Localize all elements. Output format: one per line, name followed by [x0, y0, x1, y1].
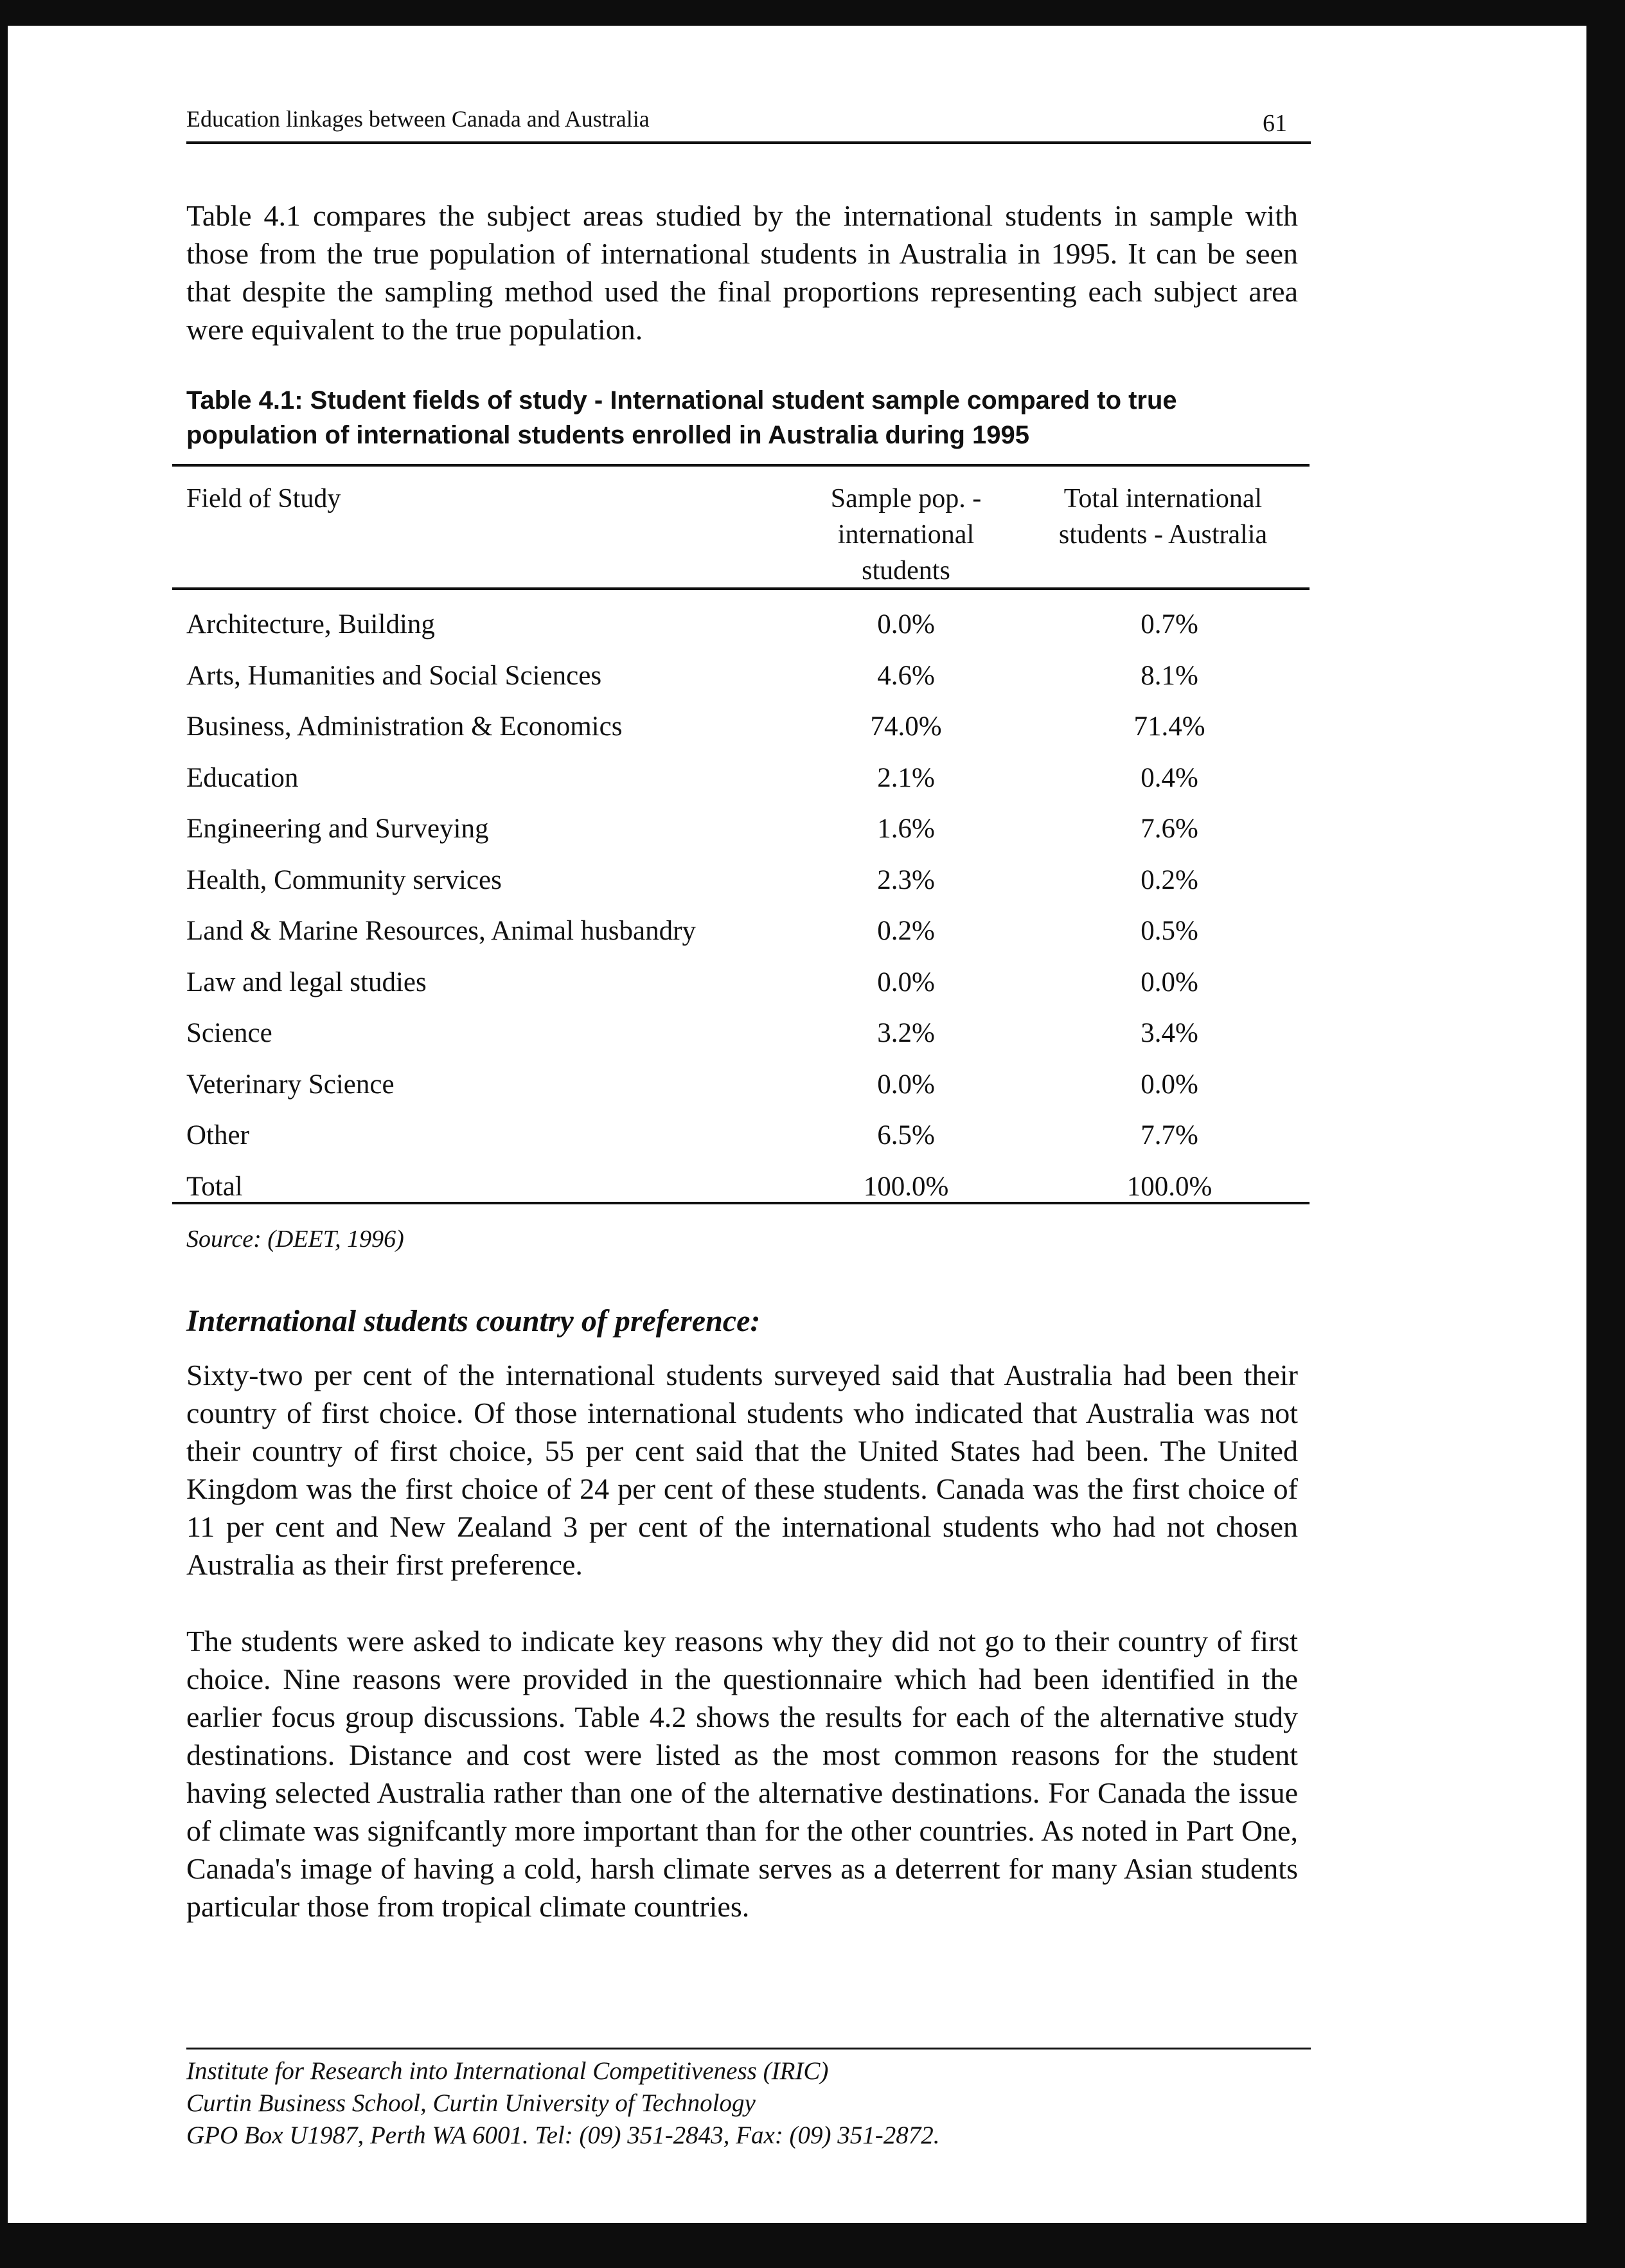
cell-sample: 6.5%	[877, 1120, 935, 1150]
cell-total: 7.7%	[1141, 1120, 1198, 1150]
section-paragraph-2: The students were asked to indicate key reasons why they did not go to their country of first choice. Nine reasons were provided in the questionnaire which had been identified in the earlier focus group discussions. Table 4.2 shows the results for each of the alternative study destinations. Distance and cost were listed as the most common reasons for the student having selected Australia rather than one of the alternative destinations. For Canada the issue of climate was signifcantly more important than for the other countries. As noted in Part One, Canada's image of having a cold, harsh climate serves as a deterrent for many Asian students particular those from tropical climate countries.	[186, 1625, 1298, 1923]
table-row	[186, 709, 1311, 760]
table-caption: Table 4.1: Student fields of study - International student sample compared to true population of international students enrolled in Australia during 1995	[186, 386, 1177, 449]
column-header-sample-line1: Sample pop. -	[830, 484, 982, 513]
cell-total: 0.4%	[1141, 762, 1198, 793]
cell-sample: 2.1%	[877, 762, 935, 793]
scan-edge-top	[0, 0, 1625, 26]
cell-total: 7.6%	[1141, 814, 1198, 844]
cell-field: Architecture, Building	[186, 609, 435, 639]
section-paragraph-1: Sixty-two per cent of the international students surveyed said that Australia had been their country of first choice. Of those international students who indicated that Australia was not their country of first choice, 55 per cent said that the United States had been. The United Kingdom was the first choice of 24 per cent of these students. Canada was the first choice of 11 per cent and New Zealand 3 per cent of the international students who had not chosen Australia as their first preference.	[186, 1359, 1298, 1581]
cell-sample: 4.6%	[877, 660, 935, 691]
table-body	[186, 607, 1311, 1220]
footer-rule	[186, 2048, 1311, 2049]
cell-sample: 74.0%	[870, 711, 942, 742]
cell-total: 71.4%	[1133, 711, 1205, 742]
cell-total: 0.2%	[1141, 864, 1198, 895]
cell-total: 0.7%	[1141, 609, 1198, 639]
column-header-sample-line3: students	[862, 556, 950, 585]
cell-total: 0.0%	[1141, 967, 1198, 997]
cell-field: Science	[186, 1018, 272, 1048]
table-row	[186, 1015, 1311, 1067]
cell-field: Arts, Humanities and Social Sciences	[186, 660, 602, 691]
page-number: 61	[1263, 110, 1287, 137]
column-header-total-line2: students - Australia	[1058, 520, 1268, 549]
table-row	[186, 760, 1311, 812]
cell-sample: 2.3%	[877, 864, 935, 895]
cell-sample: 0.0%	[877, 609, 935, 639]
table-source: Source: (DEET, 1996)	[186, 1226, 404, 1253]
cell-total: 3.4%	[1141, 1018, 1198, 1048]
cell-sample: 0.0%	[877, 1069, 935, 1100]
table-top-rule	[172, 464, 1310, 467]
cell-total: 0.0%	[1141, 1069, 1198, 1100]
running-header	[186, 103, 1311, 144]
cell-field: Business, Administration & Economics	[186, 711, 623, 742]
scan-edge-bottom	[0, 2223, 1625, 2268]
table-row	[186, 913, 1311, 965]
cell-field: Veterinary Science	[186, 1069, 395, 1100]
column-header-sample-line2: international	[837, 520, 975, 549]
column-header-total	[1022, 481, 1304, 553]
table-row	[186, 965, 1311, 1016]
table-row	[186, 1067, 1311, 1118]
cell-field: Education	[186, 762, 299, 793]
table-row	[186, 607, 1311, 658]
cell-sample: 0.2%	[877, 916, 935, 946]
footer-line-2: Curtin Business School, Curtin University of Technology	[186, 2089, 756, 2117]
cell-field: Engineering and Surveying	[186, 814, 489, 844]
cell-total: 8.1%	[1141, 660, 1198, 691]
cell-sample: 0.0%	[877, 967, 935, 997]
cell-sample: 3.2%	[877, 1018, 935, 1048]
running-title: Education linkages between Canada and Australia	[186, 106, 650, 132]
table-row	[186, 1118, 1311, 1169]
scan-edge-right	[1586, 0, 1625, 2268]
table-bottom-rule	[172, 1202, 1310, 1204]
page-footer	[186, 2055, 940, 2152]
column-header-total-line1: Total international	[1063, 484, 1263, 513]
cell-field: Land & Marine Resources, Animal husbandry	[186, 916, 696, 946]
section-heading: International students country of preference:	[186, 1304, 761, 1338]
cell-field: Total	[186, 1171, 243, 1202]
table-header-rule	[172, 587, 1310, 590]
cell-field: Law and legal studies	[186, 967, 427, 997]
table-row	[186, 862, 1311, 914]
footer-line-3: GPO Box U1987, Perth WA 6001. Tel: (09) 351-2843, Fax: (09) 351-2872.	[186, 2121, 940, 2149]
cell-field: Other	[186, 1120, 249, 1150]
footer-line-1: Institute for Research into International Competitiveness (IRIC)	[186, 2057, 829, 2085]
table-row	[186, 811, 1311, 862]
table-row-total	[186, 1169, 1311, 1220]
column-header-sample	[784, 481, 1028, 589]
column-header-field: Field of Study	[186, 484, 341, 513]
intro-paragraph: Table 4.1 compares the subject areas studied by the international students in sample with those from the true population of international students in Australia in 1995. It can be seen that despite the sampling method used the final proportions representing each subject area were equivalent to the true population.	[186, 199, 1298, 346]
table-row	[186, 658, 1311, 710]
cell-field: Health, Community services	[186, 864, 502, 895]
cell-sample: 1.6%	[877, 814, 935, 844]
cell-total: 0.5%	[1141, 916, 1198, 946]
cell-sample: 100.0%	[863, 1171, 949, 1202]
scan-edge-left	[0, 0, 8, 2268]
cell-total: 100.0%	[1126, 1171, 1212, 1202]
